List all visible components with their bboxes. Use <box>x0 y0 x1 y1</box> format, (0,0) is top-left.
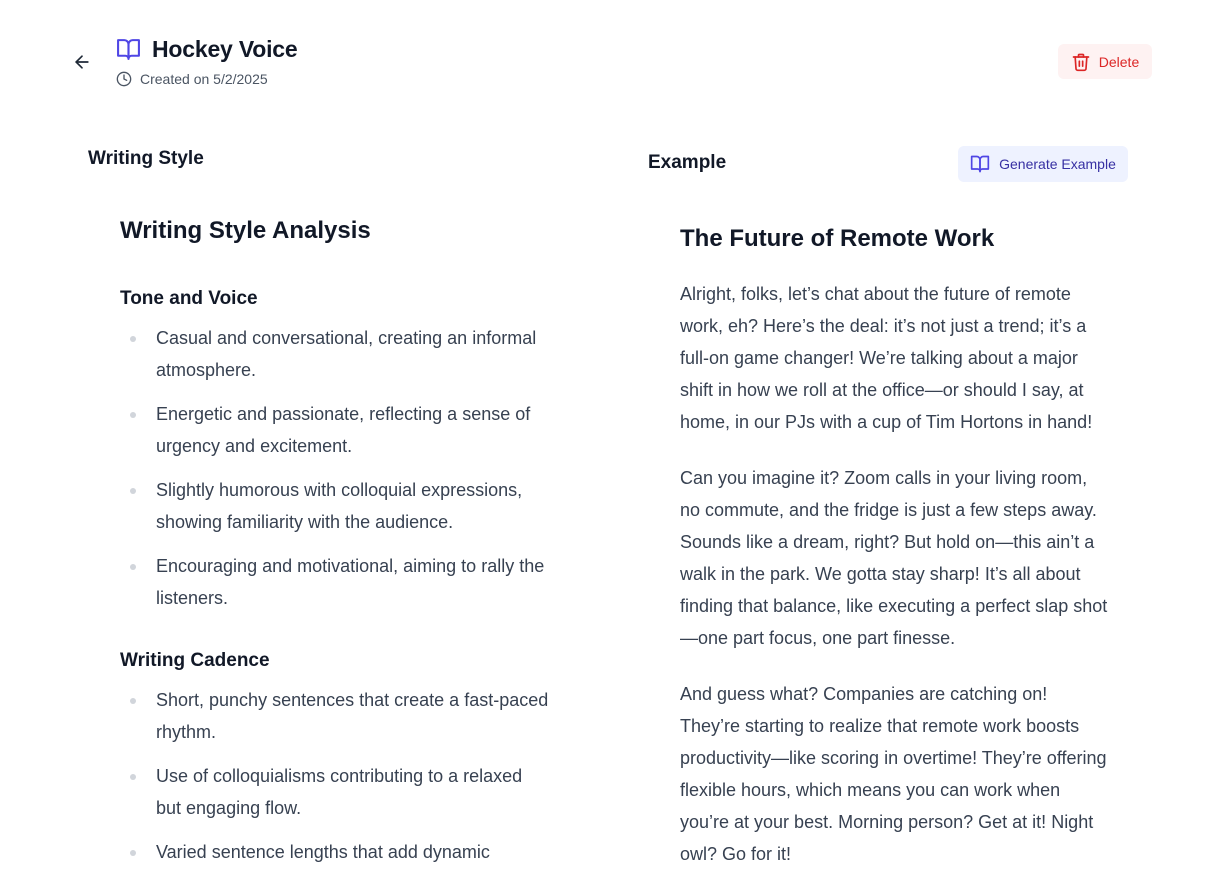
example-paragraph: And guess what? Companies are catching on! They’re starting to realize that remote work boosts productivity—like scoring in overtime! They’re offering flexible hours, which means you can work when you’re at your best. Morning person? Get at it! Night owl? Go for it! <box>680 684 1107 864</box>
analysis-title: Writing Style Analysis <box>120 217 371 244</box>
list-item: Varied sentence lengths that add dynamic <box>120 836 550 868</box>
list-item: Use of colloquialisms contributing to a relaxed but engaging flow. <box>120 760 550 824</box>
page-header <box>116 36 297 63</box>
example-paragraph: Alright, folks, let’s chat about the future of remote work, eh? Here’s the deal: it’s not just a trend; it’s a full-on game changer! We’re talking about a major shift in how we roll at the office—or should I say, at home, in our PJs with a cup of Tim Hortons in hand! <box>680 284 1093 432</box>
writing-style-heading: Writing Style <box>88 148 204 169</box>
list-item: Short, punchy sentences that create a fast-paced rhythm. <box>120 684 550 748</box>
section-title-cadence: Writing Cadence <box>120 650 270 671</box>
generate-example-button[interactable] <box>958 146 1128 182</box>
list-item: Slightly humorous with colloquial expressions, showing familiarity with the audience. <box>120 474 550 538</box>
created-date-text: Created on 5/2/2025 <box>140 71 268 87</box>
trash-icon <box>1071 52 1091 72</box>
page-title: Hockey Voice <box>152 36 298 62</box>
delete-button-label: Delete <box>1098 53 1140 70</box>
example-title: The Future of Remote Work <box>680 225 995 252</box>
delete-button[interactable] <box>1058 44 1152 79</box>
writing-style-content <box>120 214 550 877</box>
back-button[interactable] <box>70 50 94 74</box>
created-date <box>116 71 268 87</box>
example-content <box>680 222 1110 877</box>
generate-example-label: Generate Example <box>999 156 1116 172</box>
section-title-tone: Tone and Voice <box>120 288 258 309</box>
tone-list <box>120 322 550 614</box>
book-open-icon <box>970 154 990 174</box>
book-open-icon <box>116 37 141 62</box>
example-paragraph: Can you imagine it? Zoom calls in your living room, no commute, and the fridge is just a few steps away. Sounds like a dream, right? But hold on—this ain’t a walk in the park. We gotta stay sharp! It’s all about finding that balance, like executing a perfect slap shot—one part focus, one part finesse. <box>680 468 1108 648</box>
list-item: Encouraging and motivational, aiming to rally the listeners. <box>120 550 550 614</box>
list-item: Casual and conversational, creating an informal atmosphere. <box>120 322 550 386</box>
list-item: Energetic and passionate, reflecting a sense of urgency and excitement. <box>120 398 550 462</box>
clock-icon <box>116 71 132 87</box>
example-heading: Example <box>648 152 727 173</box>
arrow-left-icon <box>72 52 92 72</box>
cadence-list <box>120 684 550 868</box>
